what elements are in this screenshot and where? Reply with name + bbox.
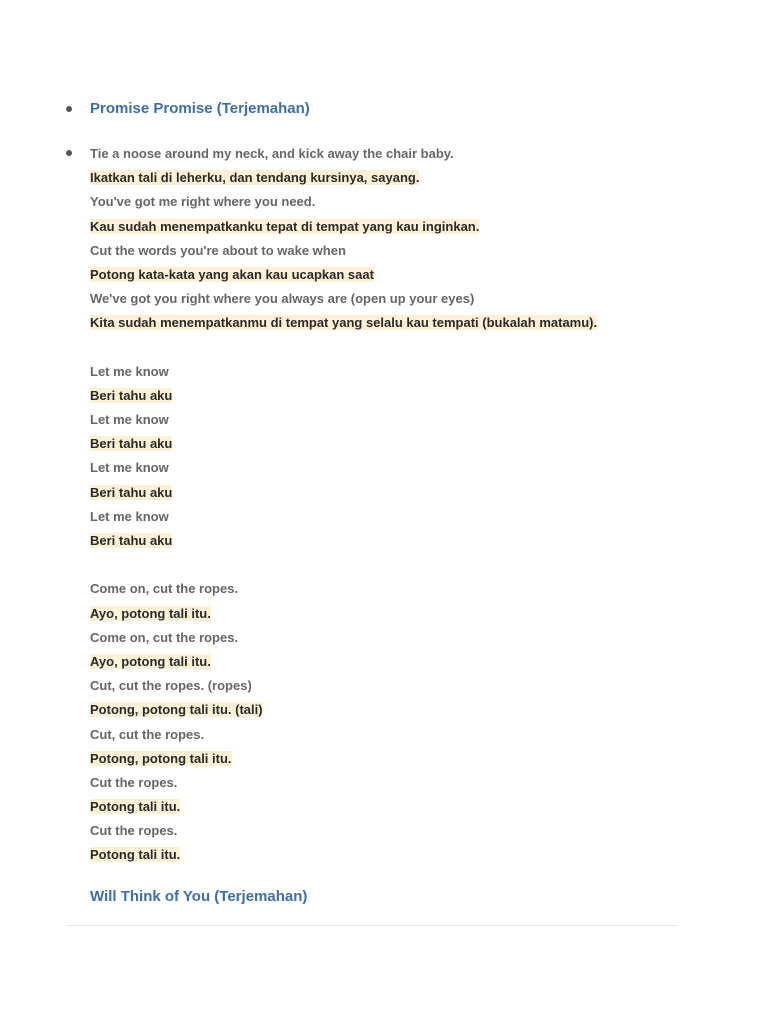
lyric-text: Potong kata-kata yang akan kau ucapkan saat bbox=[90, 266, 374, 282]
lyric-line-indonesian bbox=[90, 263, 690, 287]
lyric-text: Let me know bbox=[90, 508, 169, 524]
lyric-text: Beri tahu aku bbox=[90, 533, 173, 548]
lyric-text: Ayo, potong tali itu. bbox=[90, 605, 211, 621]
lyric-text: Cut, cut the ropes. bbox=[90, 726, 205, 742]
lyric-text: Potong, potong tali itu. bbox=[90, 750, 232, 766]
lyric-line-english bbox=[90, 190, 690, 214]
lyric-text: Cut the ropes. bbox=[90, 823, 178, 839]
lyric-text: Cut the ropes. bbox=[90, 774, 178, 790]
lyric-line-indonesian bbox=[90, 650, 690, 674]
list-bullet bbox=[66, 106, 72, 112]
lyric-text: Kita sudah menempatkanmu di tempat yang selalu kau tempati (bukalah matamu). bbox=[90, 315, 598, 331]
lyrics-block bbox=[90, 142, 690, 868]
lyric-text: Come on, cut the ropes. bbox=[90, 629, 239, 645]
lyric-text: Come on, cut the ropes. bbox=[90, 581, 239, 597]
lyric-line-indonesian bbox=[90, 529, 690, 553]
lyric-line-english bbox=[90, 626, 690, 650]
list-bullet bbox=[66, 150, 72, 156]
lyric-line-english bbox=[90, 408, 690, 432]
lyric-line-indonesian bbox=[90, 481, 690, 505]
lyric-line-indonesian bbox=[90, 795, 690, 819]
lyric-line-english bbox=[90, 577, 690, 601]
stanza-gap bbox=[90, 336, 690, 360]
lyric-line-indonesian bbox=[90, 843, 690, 867]
lyric-text: Potong tali itu. bbox=[90, 847, 181, 863]
lyric-line-indonesian bbox=[90, 311, 690, 335]
lyric-text: Let me know bbox=[90, 460, 169, 476]
lyric-line-english bbox=[90, 239, 690, 263]
promise-promise-link[interactable]: Promise Promise (Terjemahan) bbox=[90, 100, 310, 117]
lyric-line-indonesian bbox=[90, 384, 690, 408]
lyric-line-english bbox=[90, 674, 690, 698]
lyric-text: Ayo, potong tali itu. bbox=[90, 653, 211, 669]
lyric-text: Potong, potong tali itu. (tali) bbox=[90, 702, 263, 718]
lyric-text: Tie a noose around my neck, and kick away the chair baby. bbox=[90, 146, 454, 161]
lyric-text: Let me know bbox=[90, 412, 169, 428]
lyric-text: Beri tahu aku bbox=[90, 484, 173, 500]
lyric-text: Beri tahu aku bbox=[90, 436, 173, 452]
lyric-line-english bbox=[90, 505, 690, 529]
lyric-line-english bbox=[90, 142, 690, 166]
lyric-text: Ikatkan tali di leherku, dan tendang kursinya, sayang. bbox=[90, 170, 420, 186]
lyric-text: Cut, cut the ropes. (ropes) bbox=[90, 678, 252, 694]
lyric-line-indonesian bbox=[90, 698, 690, 722]
lyric-text: Cut the words you're about to wake when bbox=[90, 242, 346, 258]
lyric-line-english bbox=[90, 360, 690, 384]
lyric-text: Potong tali itu. bbox=[90, 799, 181, 815]
stanza-gap bbox=[90, 553, 690, 577]
lyric-text: Let me know bbox=[90, 363, 169, 379]
lyric-line-english bbox=[90, 456, 690, 480]
lyric-line-indonesian bbox=[90, 215, 690, 239]
lyric-text: Beri tahu aku bbox=[90, 387, 173, 403]
lyric-line-indonesian bbox=[90, 432, 690, 456]
lyric-line-indonesian bbox=[90, 747, 690, 771]
lyric-line-english bbox=[90, 819, 690, 843]
lyric-line-english bbox=[90, 287, 690, 311]
will-think-of-you-link[interactable]: Will Think of You (Terjemahan) bbox=[90, 888, 308, 905]
lyric-line-english bbox=[90, 723, 690, 747]
lyric-text: We've got you right where you always are (open up your eyes) bbox=[90, 291, 475, 307]
lyric-text: Kau sudah menempatkanku tepat di tempat yang kau inginkan. bbox=[90, 218, 480, 234]
divider bbox=[66, 925, 678, 926]
lyric-line-indonesian bbox=[90, 166, 690, 190]
lyric-text: You've got me right where you need. bbox=[90, 194, 316, 210]
lyric-line-english bbox=[90, 771, 690, 795]
lyric-line-indonesian bbox=[90, 602, 690, 626]
